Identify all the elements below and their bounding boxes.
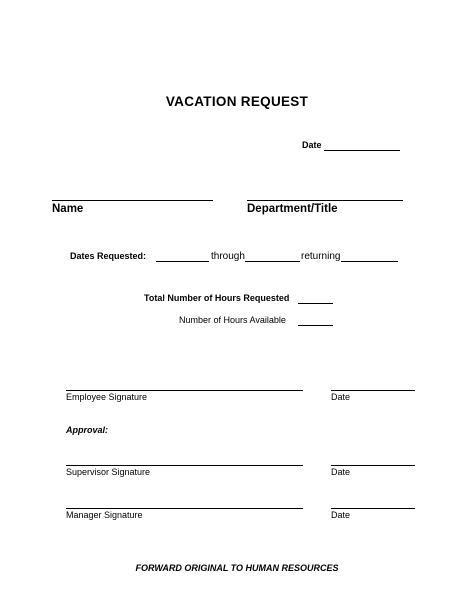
manager-signature-label: Manager Signature [66,510,143,520]
manager-date-label: Date [331,510,351,520]
form-title: VACATION REQUEST [165,94,309,109]
manager-signature-field[interactable] [66,508,303,509]
total-hours-field[interactable] [298,303,333,304]
hours-available-field[interactable] [298,325,333,326]
name-label: Name [52,203,84,215]
date-label: Date [302,140,322,150]
manager-date-field[interactable] [331,508,415,509]
through-label: through [211,251,245,262]
hours-available-label: Number of Hours Available [179,315,286,325]
supervisor-date-field[interactable] [331,465,415,466]
department-field[interactable] [247,200,403,201]
supervisor-signature-field[interactable] [66,465,303,466]
dates-from-field[interactable] [156,261,209,262]
dates-requested-label: Dates Requested: [70,251,147,261]
approval-label: Approval: [66,425,109,435]
employee-date-field[interactable] [331,390,415,391]
footer-instruction: FORWARD ORIGINAL TO HUMAN RESOURCES [135,563,339,573]
employee-signature-label: Employee Signature [66,392,148,402]
date-field[interactable] [324,150,400,151]
dates-through-field[interactable] [245,261,300,262]
employee-date-label: Date [331,392,351,402]
total-hours-label: Total Number of Hours Requested [144,293,290,303]
department-label: Department/Title [247,203,338,215]
returning-label: returning [301,251,341,262]
employee-signature-field[interactable] [66,390,303,391]
supervisor-date-label: Date [331,467,351,477]
dates-returning-field[interactable] [341,261,398,262]
supervisor-signature-label: Supervisor Signature [66,467,151,477]
name-field[interactable] [52,200,213,201]
